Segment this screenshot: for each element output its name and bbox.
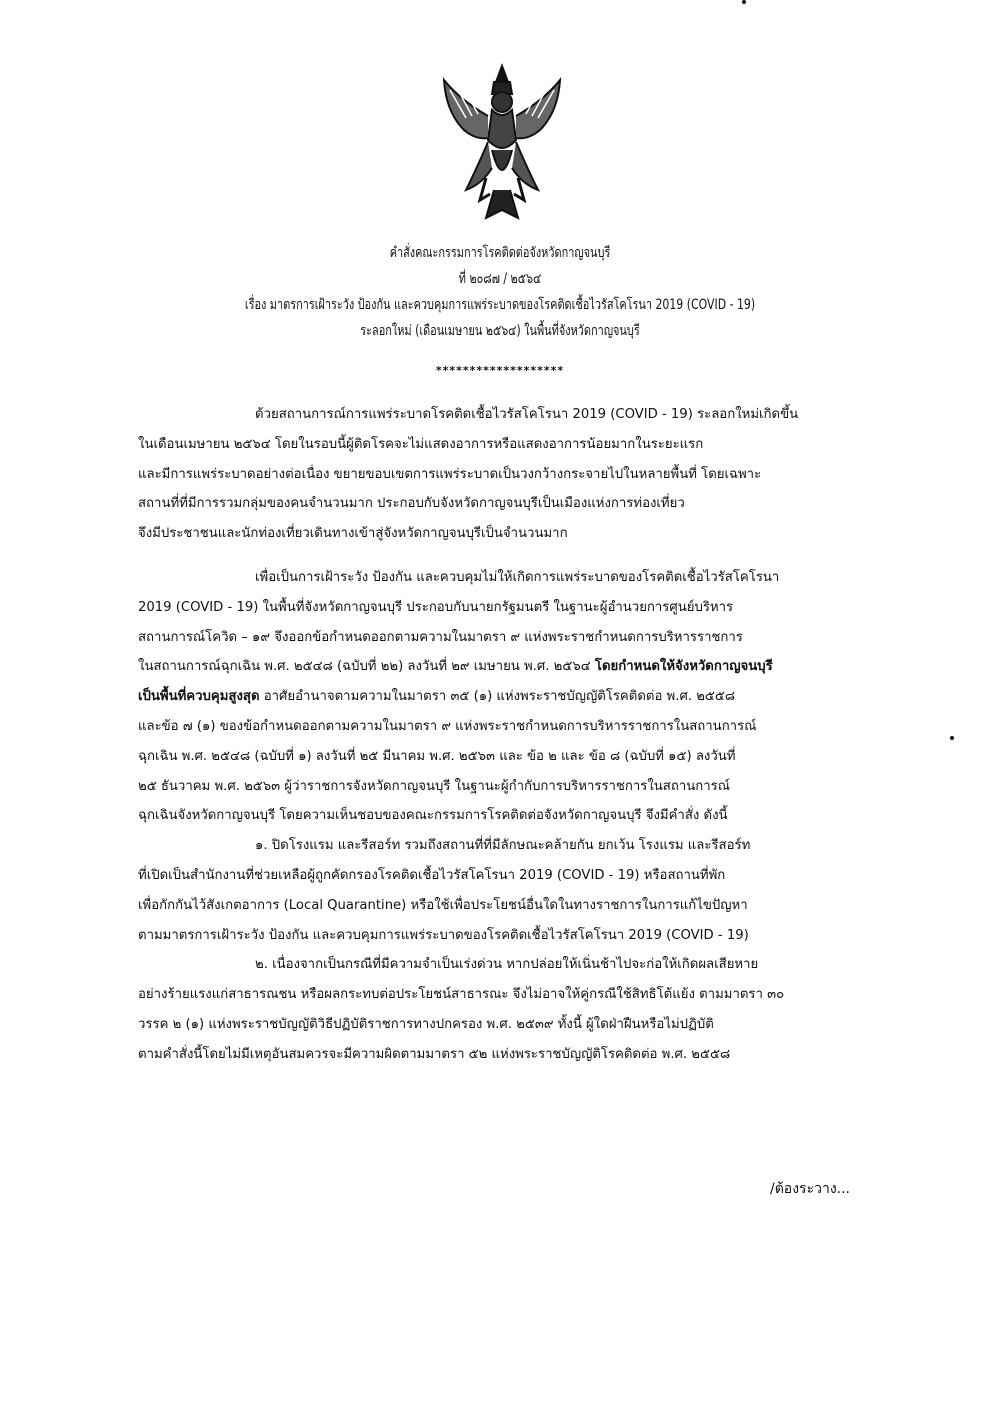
text-line: เพื่อเป็นการเฝ้าระวัง ป้องกัน และควบคุมไม่ให้เกิดการแพร่ระบาดของโรคติดเชื้อไวรัสโคโรนา [255, 569, 780, 585]
order-header [0, 240, 1000, 344]
order-issuer: คำสั่งคณะกรรมการโรคติดต่อจังหวัดกาญจนบุรี [389, 245, 611, 261]
scan-speck [742, 0, 746, 4]
text-line: ฉุกเฉิน พ.ศ. ๒๕๔๘ (ฉบับที่ ๑) ลงวันที่ ๒๕ มีนาคม พ.ศ. ๒๕๖๓ และ ข้อ ๒ และ ข้อ ๘ (ฉบับที่ ๑๕) ลงวันที่ [138, 748, 736, 764]
text-line: เพื่อกักกันไว้สังเกตอาการ (Local Quarantine) หรือใช้เพื่อประโยชน์อื่นใดในทางราชการในการแก้ไขปัญหา [138, 897, 748, 913]
paragraph-1 [0, 400, 1000, 549]
item-2 [0, 950, 1000, 1069]
text-segment: ในสถานการณ์ฉุกเฉิน พ.ศ. ๒๕๔๘ (ฉบับที่ ๒๒) ลงวันที่ ๒๙ เมษายน พ.ศ. ๒๕๖๔ [138, 659, 595, 675]
text-line: ด้วยสถานการณ์การแพร่ระบาดโรคติดเชื้อไวรัสโคโรนา 2019 (COVID - 19) ระลอกใหม่เกิดขึ้น [255, 407, 799, 422]
order-body [0, 400, 1000, 1070]
order-number: ที่ ๒๐๘๗ / ๒๕๖๔ [458, 271, 542, 287]
text-line: ตามคำสั่งนี้โดยไม่มีเหตุอันสมควรจะมีความผิดตามมาตรา ๕๒ แห่งพระราชบัญญัติโรคติดต่อ พ.ศ. ๒๕๕๘ [138, 1046, 731, 1062]
bold-text-segment: โดยกำหนดให้จังหวัดกาญจนบุรี [594, 659, 773, 675]
text-line [138, 652, 872, 682]
text-line: ที่เปิดเป็นสำนักงานที่ช่วยเหลือผู้ถูกคัดกรองโรคติดเชื้อไวรัสโคโรนา 2019 (COVID - 19) หรือสถานที่พัก [138, 867, 726, 883]
text-line: ๒. เนื่องจากเป็นกรณีที่มีความจำเป็นเร่งด่วน หากปล่อยให้เนิ่นช้าไปจะก่อให้เกิดผลเสียหาย [255, 957, 759, 973]
text-line: ฉุกเฉินจังหวัดกาญจนบุรี โดยความเห็นชอบของคณะกรรมการโรคติดต่อจังหวัดกาญจนบุรี จึงมีคำสั่ง ดังนี้ [138, 808, 728, 824]
order-subject-cont: ระลอกใหม่ (เดือนเมษายน ๒๕๖๔) ในพื้นที่จังหวัดกาญจนบุรี [360, 323, 640, 339]
text-line: ตามมาตรการเฝ้าระวัง ป้องกัน และควบคุมการแพร่ระบาดของโรคติดเชื้อไวรัสโคโรนา 2019 (COVID - 19) [138, 927, 749, 943]
paragraph-2 [0, 563, 1000, 831]
text-line: 2019 (COVID - 19) ในพื้นที่จังหวัดกาญจนบุรี ประกอบกับนายกรัฐมนตรี ในฐานะผู้อำนวยการศูนย์บริหาร [138, 599, 734, 615]
text-line: ในเดือนเมษายน ๒๕๖๔ โดยในรอบนี้ผู้ติดโรคจะไม่แสดงอาการหรือแสดงอาการน้อยมากในระยะแรก [138, 436, 704, 452]
text-line [138, 682, 872, 712]
item-1 [0, 831, 1000, 950]
garuda-emblem-icon [436, 60, 568, 224]
text-line: และมีการแพร่ระบาดอย่างต่อเนื่อง ขยายขอบเขตการแพร่ระบาดเป็นวงกว้างกระจายไปในหลายพื้นที่ โดยเฉพาะ [138, 466, 762, 482]
text-segment: อาศัยอำนาจตามความในมาตรา ๓๕ (๑) แห่งพระราชบัญญัติโรคติดต่อ พ.ศ. ๒๕๕๘ [259, 689, 736, 705]
text-line: ๒๕ ธันวาคม พ.ศ. ๒๕๖๓ ผู้ว่าราชการจังหวัดกาญจนบุรี ในฐานะผู้กำกับการบริหารราชการในสถานการณ์ [138, 778, 730, 794]
continuation-note: /ต้องระวาง... [770, 1181, 851, 1197]
bold-text-segment: เป็นพื้นที่ควบคุมสูงสุด [138, 689, 260, 705]
text-line: จึงมีประชาชนและนักท่องเที่ยวเดินทางเข้าสู่จังหวัดกาญจนบุรีเป็นจำนวนมาก [138, 526, 568, 542]
separator-stars: ******************* [435, 364, 565, 377]
order-subject: เรื่อง มาตรการเฝ้าระวัง ป้องกัน และควบคุมการแพร่ระบาดของโรคติดเชื้อไวรัสโคโรนา 2019 (COVID - 19) [244, 297, 756, 313]
scan-speck [950, 736, 954, 740]
text-line: สถานการณ์โควิด – ๑๙ จึงออกข้อกำหนดออกตามความในมาตรา ๙ แห่งพระราชกำหนดการบริหารราชการ [138, 629, 743, 645]
text-line: อย่างร้ายแรงแก่สาธารณชน หรือผลกระทบต่อประโยชน์สาธารณะ จึงไม่อาจให้คู่กรณีใช้สิทธิโต้แย้ง ตามมาตรา ๓๐ [138, 987, 785, 1003]
text-line: วรรค ๒ (๑) แห่งพระราชบัญญัติวิธีปฏิบัติราชการทางปกครอง พ.ศ. ๒๕๓๙ ทั้งนี้ ผู้ใดฝ่าฝืนหรือไม่ปฏิบัติ [138, 1016, 714, 1032]
text-line: สถานที่ที่มีการรวมกลุ่มของคนจำนวนมาก ประกอบกับจังหวัดกาญจนบุรีเป็นเมืองแห่งการท่องเที่ยว [138, 496, 685, 512]
text-line: และข้อ ๗ (๑) ของข้อกำหนดออกตามความในมาตรา ๙ แห่งพระราชกำหนดการบริหารราชการในสถานการณ์ [138, 718, 757, 734]
text-line: ๑. ปิดโรงแรม และรีสอร์ท รวมถึงสถานที่ที่มีลักษณะคล้ายกัน ยกเว้น โรงแรม และรีสอร์ท [255, 838, 751, 854]
